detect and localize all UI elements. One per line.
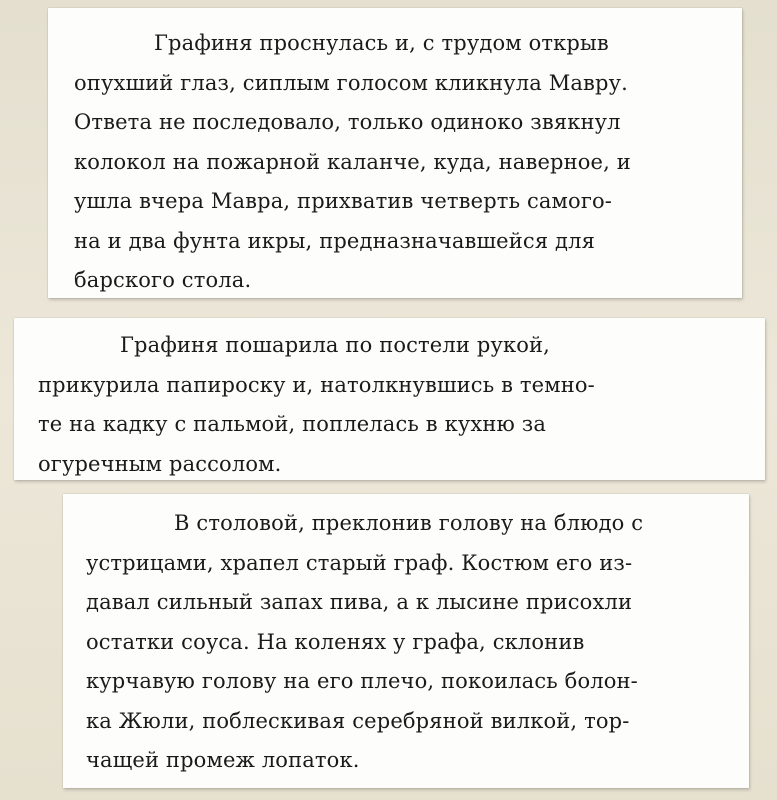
paragraph-3-line: чащей промеж лопаток. [86,748,360,772]
paragraph-slip-2 [14,318,765,480]
paragraph-3-line: курчавую голову на его плечо, покоилась болон- [86,669,638,693]
paragraph-2-line: прикурила папироску и, натолкнувшись в темно- [38,372,595,397]
paragraph-3-line: В столовой, преклонив голову на блюдо с [174,511,644,535]
paragraph-1-line: Графиня проснулась и, с трудом открыв [154,31,609,55]
paragraph-1-line: опухший глаз, сиплым голосом кликнула Мавру. [74,70,628,95]
paragraph-1-line: Ответа не последовало, только одиноко звякнул [74,110,621,134]
paragraph-2-line: Графиня пошарила по постели рукой, [120,333,550,357]
paragraph-slip-3 [63,494,749,788]
paragraph-2-line: огуречным рассолом. [38,451,282,476]
paragraph-1-line: на и два фунта икры, предназначавшейся для [74,228,596,253]
paragraph-slip-1 [48,8,742,298]
paragraph-3-line: остатки соуса. На коленях у графа, склонив [86,629,585,654]
paragraph-3-line: ка Жюли, поблескивая серебряной вилкой, тор- [86,708,630,733]
paragraph-1-line: колокол на пожарной каланче, куда, наверное, и [74,149,631,174]
paragraph-1-line: барского стола. [74,268,252,292]
paragraph-3-line: давал сильный запах пива, а к лысине присохли [86,590,633,614]
paragraph-2-line: те на кадку с пальмой, поплелась в кухню за [38,412,547,436]
paragraph-1-line: ушла вчера Мавра, прихватив четверть самого- [74,189,613,213]
paragraph-3-line: устрицами, храпел старый граф. Костюм его из- [86,550,633,575]
